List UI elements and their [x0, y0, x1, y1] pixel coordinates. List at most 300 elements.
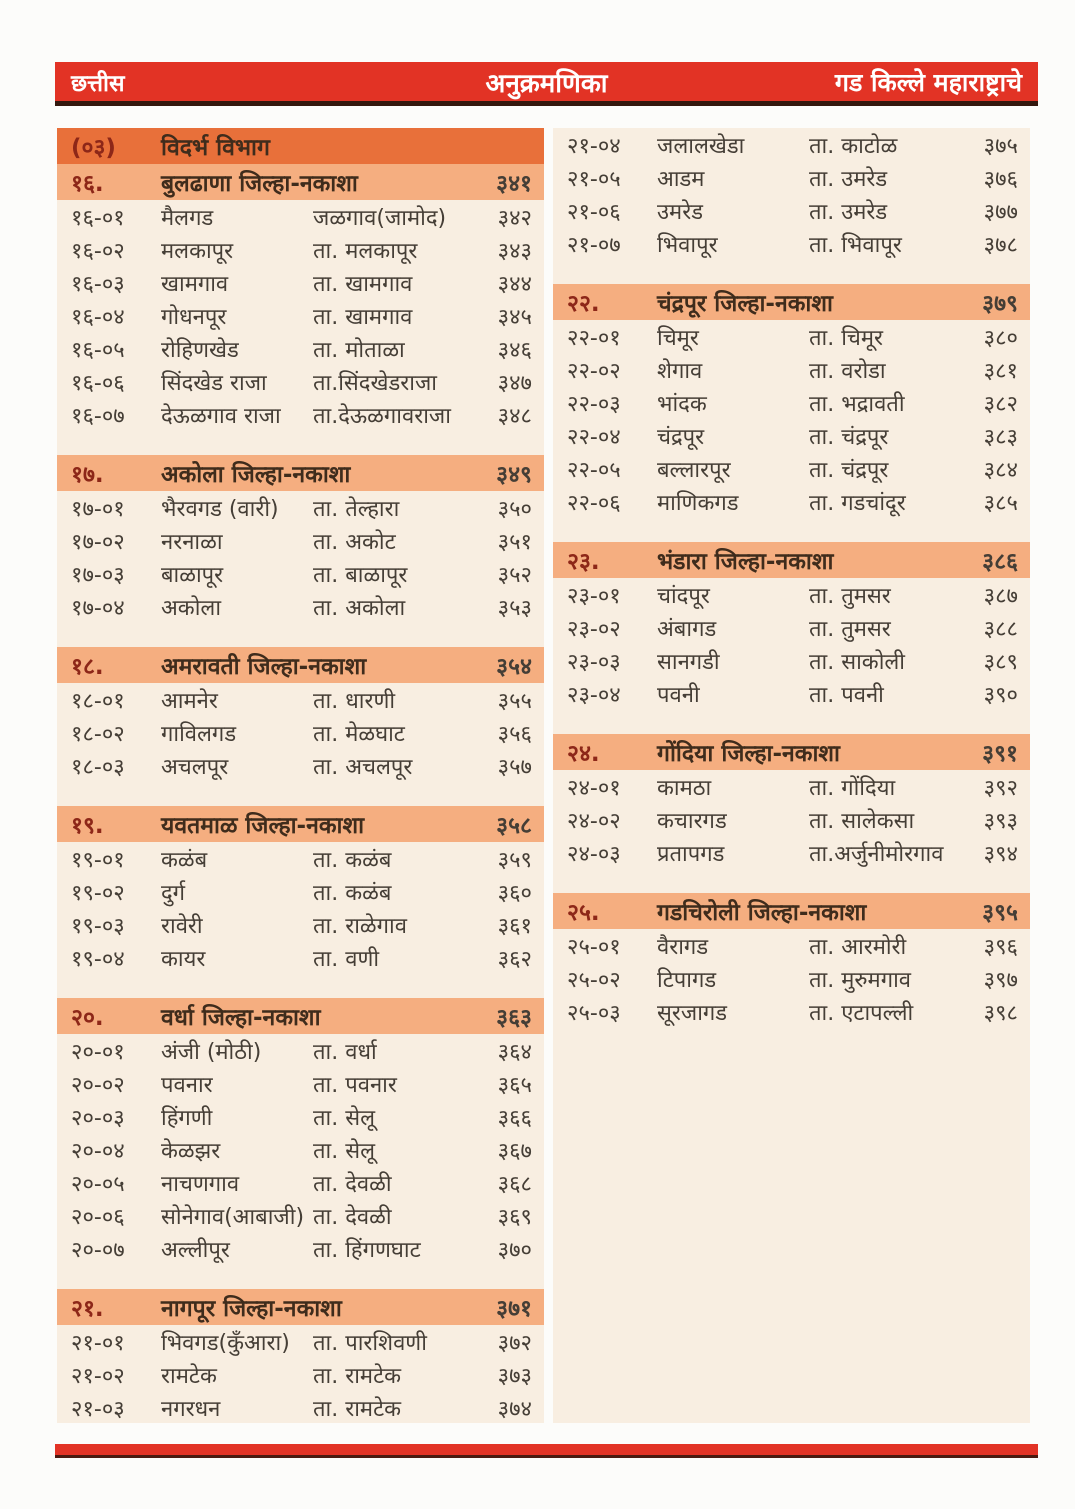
entry-fort-name: आडम — [657, 166, 705, 192]
index-section — [553, 128, 1030, 260]
section-number: २४. — [567, 741, 600, 767]
entry-page: ३६६ — [497, 1105, 532, 1131]
entry-page: ३६९ — [497, 1204, 532, 1230]
table-row — [57, 365, 544, 398]
table-row — [57, 1391, 544, 1424]
entry-taluka: ता. उमरेड — [809, 166, 888, 192]
entry-taluka: ता. आरमोरी — [809, 934, 907, 960]
entry-taluka: ता. काटोळ — [809, 133, 898, 159]
division-title: विदर्भ विभाग — [161, 135, 270, 161]
section-page: ३५४ — [496, 654, 532, 680]
entry-fort-name: सोनेगाव(आबाजी) — [161, 1204, 305, 1230]
entry-fort-name: भांदक — [657, 391, 707, 417]
entry-page: ३८४ — [983, 457, 1018, 483]
entry-taluka: ता. साकोली — [809, 649, 906, 675]
table-row — [553, 677, 1030, 710]
entry-id: १८-०१ — [71, 688, 125, 714]
entry-taluka: ता. मेळघाट — [313, 721, 405, 747]
entry-id: २१-०३ — [71, 1396, 125, 1422]
entry-taluka: ता. भिवापूर — [809, 232, 902, 258]
entry-id: २१-०२ — [71, 1363, 125, 1389]
entry-page: ३७८ — [983, 232, 1018, 258]
entry-id: २३-०२ — [567, 616, 621, 642]
section-page: ३४९ — [496, 462, 532, 488]
entry-taluka: ता. पवनी — [809, 682, 884, 708]
section-title: नागपूर जिल्हा-नकाशा — [161, 1296, 342, 1322]
entry-fort-name: गाविलगड — [161, 721, 237, 747]
entry-id: १६-०७ — [71, 403, 125, 429]
entry-fort-name: मलकापूर — [161, 238, 234, 264]
entry-taluka: ता. भद्रावती — [809, 391, 905, 417]
entry-taluka: ता. देवळी — [313, 1204, 392, 1230]
entry-page: ३९८ — [983, 1000, 1018, 1026]
entry-taluka: ता. मुरुमगाव — [809, 967, 912, 993]
entry-fort-name: खामगाव — [161, 271, 229, 297]
entry-id: २०-०३ — [71, 1105, 125, 1131]
entry-page: ३५१ — [497, 529, 532, 555]
entry-page: ३८३ — [983, 424, 1018, 450]
index-column-left — [57, 128, 544, 1423]
table-row — [57, 1199, 544, 1232]
section-title: चंद्रपूर जिल्हा-नकाशा — [657, 291, 833, 317]
entry-taluka: ता. धारणी — [313, 688, 396, 714]
entry-fort-name: रोहिणखेड — [161, 337, 239, 363]
section-page: ३७१ — [496, 1296, 532, 1322]
table-row — [553, 419, 1030, 452]
entry-taluka: ता. कळंब — [313, 880, 392, 906]
entry-fort-name: चांदपूर — [657, 583, 710, 609]
table-row — [57, 266, 544, 299]
entry-taluka: ता. गोंदिया — [809, 775, 896, 801]
entry-id: १८-०२ — [71, 721, 125, 747]
index-section — [553, 893, 1030, 1028]
section-header — [57, 998, 544, 1034]
entry-taluka: ता. पारशिवणी — [313, 1330, 427, 1356]
section-title: भंडारा जिल्हा-नकाशा — [657, 549, 834, 575]
entry-taluka: ता. रामटेक — [313, 1363, 402, 1389]
entry-id: २१-०१ — [71, 1330, 125, 1356]
entry-taluka: ता. गडचांदूर — [809, 490, 906, 516]
entry-id: १९-०१ — [71, 847, 125, 873]
entry-id: २१-०५ — [567, 166, 621, 192]
section-header — [57, 1289, 544, 1325]
table-row — [57, 1358, 544, 1391]
entry-page: ३६४ — [497, 1039, 532, 1065]
table-row — [553, 803, 1030, 836]
entry-page: ३९० — [983, 682, 1018, 708]
table-row — [57, 716, 544, 749]
table-row — [57, 842, 544, 875]
index-section — [57, 1289, 544, 1424]
entry-fort-name: भिवगड(कुँआरा) — [161, 1330, 290, 1356]
entry-taluka: ता. उमरेड — [809, 199, 888, 225]
entry-id: १७-०४ — [71, 595, 125, 621]
entry-id: २०-०४ — [71, 1138, 125, 1164]
entry-taluka: ता.अर्जुनीमोरगाव — [809, 841, 944, 867]
header-index-title: अनुक्रमणिका — [485, 68, 608, 99]
table-row — [553, 929, 1030, 962]
entry-id: २२-०४ — [567, 424, 621, 450]
section-title: यवतमाळ जिल्हा-नकाशा — [161, 813, 365, 839]
entry-page: ३४६ — [497, 337, 532, 363]
table-row — [553, 161, 1030, 194]
section-header — [57, 647, 544, 683]
table-row — [553, 611, 1030, 644]
index-section — [553, 542, 1030, 710]
entry-taluka: ता. चंद्रपूर — [809, 457, 889, 483]
section-number: २१. — [71, 1296, 104, 1322]
index-section — [57, 647, 544, 782]
footer-rule — [55, 1444, 1038, 1458]
entry-id: २५-०२ — [567, 967, 621, 993]
entry-page: ३४२ — [497, 205, 532, 231]
section-header — [553, 284, 1030, 320]
entry-fort-name: कामठा — [657, 775, 712, 801]
entry-page: ३४५ — [497, 304, 532, 330]
entry-id: २३-०३ — [567, 649, 621, 675]
table-row — [57, 1100, 544, 1133]
entry-id: २५-०१ — [567, 934, 621, 960]
entry-fort-name: अकोला — [161, 595, 222, 621]
table-row — [553, 386, 1030, 419]
entry-page: ३४३ — [497, 238, 532, 264]
entry-page: ३८७ — [983, 583, 1018, 609]
entry-taluka: ता. वरोडा — [809, 358, 886, 384]
table-row — [57, 1325, 544, 1358]
section-number: १६. — [71, 171, 104, 197]
entry-fort-name: हिंगणी — [161, 1105, 213, 1131]
section-page: ३४१ — [496, 171, 532, 197]
entry-fort-name: रामटेक — [161, 1363, 217, 1389]
entry-page: ३४८ — [497, 403, 532, 429]
section-number: १८. — [71, 654, 104, 680]
entry-id: २२-०१ — [567, 325, 621, 351]
entry-taluka: ता. मलकापूर — [313, 238, 418, 264]
entry-page: ३४७ — [497, 370, 532, 396]
entry-page: ३९७ — [983, 967, 1018, 993]
entry-fort-name: देऊळगाव राजा — [161, 403, 281, 429]
entry-fort-name: रावेरी — [161, 913, 203, 939]
entry-id: १६-०३ — [71, 271, 125, 297]
entry-page: ३६२ — [497, 946, 532, 972]
entry-page: ३८८ — [983, 616, 1018, 642]
entry-page: ३७२ — [497, 1330, 532, 1356]
entry-page: ३६५ — [497, 1072, 532, 1098]
entry-fort-name: दुर्ग — [161, 880, 186, 906]
entry-fort-name: बाळापूर — [161, 562, 224, 588]
entry-fort-name: भिवापूर — [657, 232, 718, 258]
entry-taluka: ता.सिंदखेडराजा — [313, 370, 437, 396]
section-number: २५. — [567, 900, 600, 926]
entry-fort-name: मैलगड — [161, 205, 214, 231]
entry-id: १९-०२ — [71, 880, 125, 906]
index-section — [57, 128, 544, 431]
entry-fort-name: प्रतापगड — [657, 841, 725, 867]
entry-taluka: ता. वणी — [313, 946, 380, 972]
entry-page: ३५६ — [497, 721, 532, 747]
entry-fort-name: सिंदखेड राजा — [161, 370, 267, 396]
section-page: ३९५ — [982, 900, 1018, 926]
section-number: १९. — [71, 813, 104, 839]
entry-taluka: ता. खामगाव — [313, 271, 413, 297]
section-number: १७. — [71, 462, 104, 488]
header-page-number-word: छत्तीस — [71, 70, 125, 97]
entry-taluka: ता. एटापल्ली — [809, 1000, 914, 1026]
entry-id: २४-०१ — [567, 775, 621, 801]
entry-fort-name: शेगाव — [657, 358, 703, 384]
entry-taluka: ता. बाळापूर — [313, 562, 408, 588]
section-page: ३७९ — [982, 291, 1018, 317]
entry-id: १६-०६ — [71, 370, 125, 396]
index-section — [553, 284, 1030, 518]
table-row — [553, 227, 1030, 260]
table-row — [57, 1067, 544, 1100]
entry-id: २२-०२ — [567, 358, 621, 384]
entry-id: २०-०७ — [71, 1237, 125, 1263]
index-section — [57, 998, 544, 1265]
section-title: अमरावती जिल्हा-नकाशा — [161, 654, 367, 680]
entry-page: ३८२ — [983, 391, 1018, 417]
table-row — [553, 644, 1030, 677]
table-row — [57, 491, 544, 524]
entry-taluka: ता. हिंगणघाट — [313, 1237, 421, 1263]
table-row — [553, 485, 1030, 518]
entry-fort-name: पवनार — [161, 1072, 213, 1098]
entry-taluka: ता. देवळी — [313, 1171, 392, 1197]
entry-id: २०-०५ — [71, 1171, 125, 1197]
table-row — [57, 1133, 544, 1166]
section-title: बुलढाणा जिल्हा-नकाशा — [161, 171, 358, 197]
table-row — [553, 320, 1030, 353]
section-header — [553, 734, 1030, 770]
entry-taluka: ता. सालेकसा — [809, 808, 915, 834]
entry-id: १६-०५ — [71, 337, 125, 363]
entry-page: ३६१ — [497, 913, 532, 939]
table-row — [57, 908, 544, 941]
entry-taluka: ता. कळंब — [313, 847, 392, 873]
section-page: ३८६ — [982, 549, 1018, 575]
section-page: ३५८ — [496, 813, 532, 839]
entry-page: ३५० — [497, 496, 532, 522]
entry-id: १६-०२ — [71, 238, 125, 264]
division-number: (०३) — [71, 135, 116, 161]
table-row — [57, 1034, 544, 1067]
entry-page: ३५५ — [497, 688, 532, 714]
table-row — [553, 353, 1030, 386]
table-row — [553, 452, 1030, 485]
entry-taluka: ता.देऊळगावराजा — [313, 403, 451, 429]
entry-page: ३७३ — [497, 1363, 532, 1389]
entry-fort-name: भैरवगड (वारी) — [161, 496, 279, 522]
table-row — [57, 557, 544, 590]
section-header — [57, 164, 544, 200]
section-title: गडचिरोली जिल्हा-नकाशा — [657, 900, 867, 926]
entry-id: २०-०६ — [71, 1204, 125, 1230]
entry-id: १९-०३ — [71, 913, 125, 939]
table-row — [553, 962, 1030, 995]
entry-page: ३९६ — [983, 934, 1018, 960]
entry-fort-name: सानगडी — [657, 649, 720, 675]
entry-page: ३५२ — [497, 562, 532, 588]
entry-taluka: ता. चंद्रपूर — [809, 424, 889, 450]
section-header — [553, 542, 1030, 578]
table-row — [553, 128, 1030, 161]
entry-id: १७-०२ — [71, 529, 125, 555]
index-section — [57, 455, 544, 623]
entry-id: २२-०३ — [567, 391, 621, 417]
page-header-banner — [55, 62, 1038, 106]
entry-fort-name: कळंब — [161, 847, 208, 873]
entry-taluka: ता. तुमसर — [809, 616, 891, 642]
entry-id: २५-०३ — [567, 1000, 621, 1026]
entry-page: ३७७ — [983, 199, 1018, 225]
entry-page: ३५३ — [497, 595, 532, 621]
entry-taluka: ता. वर्धा — [313, 1039, 377, 1065]
entry-taluka: ता. चिमूर — [809, 325, 884, 351]
entry-fort-name: सूरजागड — [657, 1000, 728, 1026]
entry-fort-name: अंबागड — [657, 616, 717, 642]
entry-id: २०-०२ — [71, 1072, 125, 1098]
entry-id: २३-०४ — [567, 682, 621, 708]
entry-fort-name: आमनेर — [161, 688, 218, 714]
table-row — [57, 200, 544, 233]
table-row — [57, 875, 544, 908]
entry-taluka: जळगाव(जामोद) — [313, 205, 447, 231]
section-header — [57, 806, 544, 842]
table-row — [57, 524, 544, 557]
table-row — [57, 1166, 544, 1199]
section-number: २०. — [71, 1005, 104, 1031]
table-row — [553, 770, 1030, 803]
entry-id: २०-०१ — [71, 1039, 125, 1065]
entry-id: २३-०१ — [567, 583, 621, 609]
entry-page: ३७५ — [983, 133, 1018, 159]
entry-id: १७-०१ — [71, 496, 125, 522]
entry-fort-name: जलालखेडा — [657, 133, 745, 159]
entry-fort-name: बल्लारपूर — [657, 457, 731, 483]
entry-taluka: ता. रामटेक — [313, 1396, 402, 1422]
table-row — [57, 590, 544, 623]
entry-page: ३५७ — [497, 754, 532, 780]
index-section — [553, 734, 1030, 869]
section-number: २२. — [567, 291, 600, 317]
entry-fort-name: गोधनपूर — [161, 304, 227, 330]
table-row — [57, 233, 544, 266]
entry-fort-name: चिमूर — [657, 325, 699, 351]
entry-page: ३७४ — [497, 1396, 532, 1422]
section-page: ३९१ — [982, 741, 1018, 767]
entry-fort-name: नाचणगाव — [161, 1171, 240, 1197]
table-row — [57, 398, 544, 431]
entry-fort-name: केळझर — [161, 1138, 221, 1164]
entry-taluka: ता. राळेगाव — [313, 913, 407, 939]
section-number: २३. — [567, 549, 600, 575]
entry-taluka: ता. मोताळा — [313, 337, 405, 363]
entry-taluka: ता. खामगाव — [313, 304, 413, 330]
entry-id: १६-०१ — [71, 205, 125, 231]
entry-id: २२-०६ — [567, 490, 621, 516]
index-section — [57, 806, 544, 974]
table-row — [553, 194, 1030, 227]
entry-fort-name: टिपागड — [657, 967, 717, 993]
table-row — [57, 683, 544, 716]
entry-fort-name: अंजी (मोठी) — [161, 1039, 262, 1065]
entry-taluka: ता. पवनार — [313, 1072, 397, 1098]
entry-fort-name: उमरेड — [657, 199, 703, 225]
entry-fort-name: पवनी — [657, 682, 700, 708]
entry-fort-name: चंद्रपूर — [657, 424, 705, 450]
entry-taluka: ता. अकोट — [313, 529, 396, 555]
table-row — [57, 941, 544, 974]
entry-taluka: ता. अकोला — [313, 595, 406, 621]
entry-id: २१-०७ — [567, 232, 621, 258]
entry-id: २४-०२ — [567, 808, 621, 834]
header-book-title: गड किल्ले महाराष्ट्राचे — [834, 67, 1022, 97]
index-column-right — [553, 128, 1030, 1423]
table-row — [57, 1232, 544, 1265]
table-row — [553, 836, 1030, 869]
entry-taluka: ता. तेल्हारा — [313, 496, 400, 522]
entry-page: ३८५ — [983, 490, 1018, 516]
table-row — [57, 749, 544, 782]
entry-page: ३६० — [497, 880, 532, 906]
section-page: ३६३ — [496, 1005, 532, 1031]
entry-id: १९-०४ — [71, 946, 125, 972]
entry-page: ३६८ — [497, 1171, 532, 1197]
entry-fort-name: वैरागड — [657, 934, 709, 960]
entry-fort-name: कायर — [161, 946, 206, 972]
section-title: गोंदिया जिल्हा-नकाशा — [657, 741, 841, 767]
entry-id: १८-०३ — [71, 754, 125, 780]
entry-fort-name: नगरधन — [161, 1396, 221, 1422]
section-header — [57, 455, 544, 491]
entry-page: ३९३ — [983, 808, 1018, 834]
entry-fort-name: अचलपूर — [161, 754, 229, 780]
table-row — [57, 299, 544, 332]
entry-page: ३४४ — [497, 271, 532, 297]
section-title: वर्धा जिल्हा-नकाशा — [161, 1005, 321, 1031]
entry-id: २१-०४ — [567, 133, 621, 159]
entry-fort-name: नरनाळा — [161, 529, 223, 555]
entry-page: ३५९ — [497, 847, 532, 873]
entry-fort-name: अल्लीपूर — [161, 1237, 230, 1263]
entry-page: ३८१ — [983, 358, 1018, 384]
entry-id: १७-०३ — [71, 562, 125, 588]
entry-page: ३९४ — [983, 841, 1018, 867]
entry-page: ३७० — [497, 1237, 532, 1263]
entry-id: १६-०४ — [71, 304, 125, 330]
entry-page: ३६७ — [497, 1138, 532, 1164]
table-row — [57, 332, 544, 365]
entry-page: ३७६ — [983, 166, 1018, 192]
section-header — [553, 893, 1030, 929]
entry-page: ३८० — [983, 325, 1018, 351]
section-title: अकोला जिल्हा-नकाशा — [161, 462, 351, 488]
entry-id: २१-०६ — [567, 199, 621, 225]
entry-taluka: ता. तुमसर — [809, 583, 891, 609]
entry-fort-name: कचारगड — [657, 808, 727, 834]
division-header — [57, 128, 544, 164]
entry-taluka: ता. अचलपूर — [313, 754, 413, 780]
table-row — [553, 995, 1030, 1028]
entry-taluka: ता. सेलू — [313, 1138, 376, 1164]
table-row — [553, 578, 1030, 611]
entry-id: २४-०३ — [567, 841, 621, 867]
entry-fort-name: माणिकगड — [657, 490, 739, 516]
entry-page: ३९२ — [983, 775, 1018, 801]
entry-taluka: ता. सेलू — [313, 1105, 376, 1131]
entry-id: २२-०५ — [567, 457, 621, 483]
